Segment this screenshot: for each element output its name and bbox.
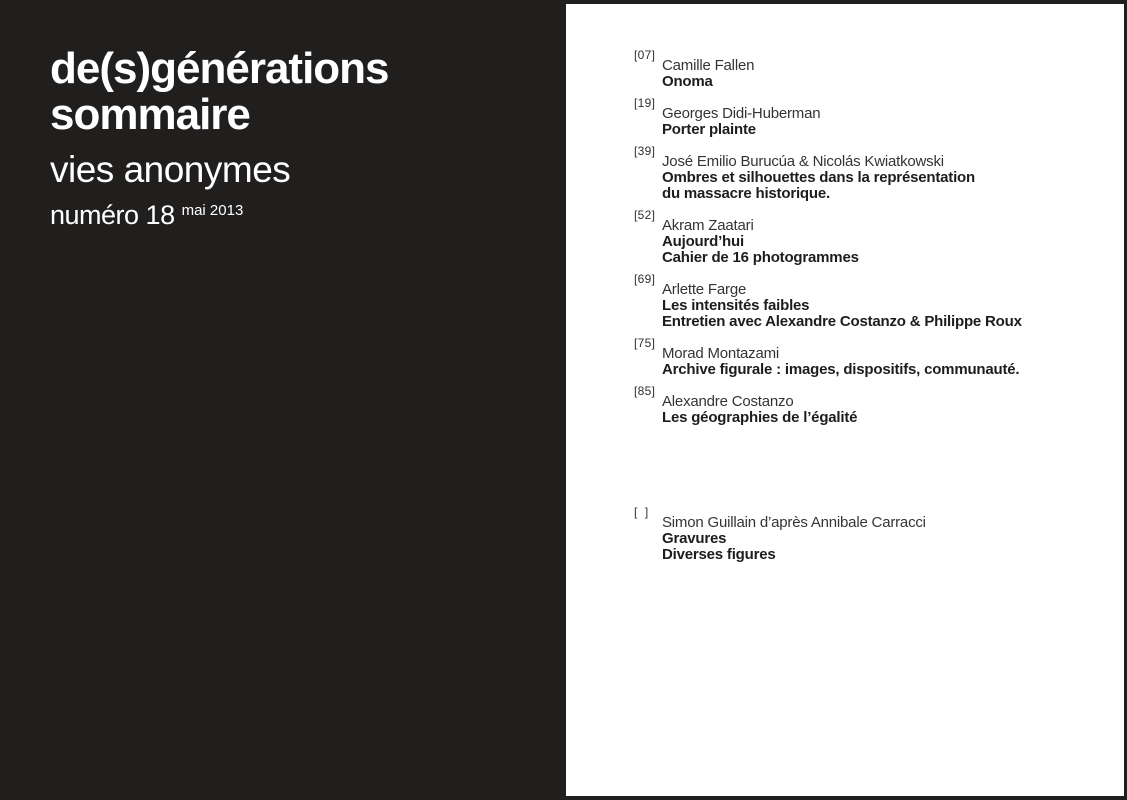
page-ref: [19]	[634, 96, 656, 110]
page-ref: [69]	[634, 272, 656, 286]
toc-entry	[634, 336, 1124, 378]
toc-entry	[634, 208, 1124, 266]
journal-title-line1: de(s)générations	[50, 44, 389, 93]
entry-author: Camille Fallen	[662, 57, 755, 74]
issue-date: mai 2013	[181, 202, 244, 219]
entry-text	[662, 336, 1019, 378]
entry-author: Morad Montazami	[662, 345, 780, 362]
page-ref: [85]	[634, 384, 656, 398]
issue-line	[50, 200, 566, 231]
entry-author: Arlette Farge	[662, 281, 747, 298]
entry-title-line: Entretien avec Alexandre Costanzo & Philippe Roux	[662, 313, 1022, 330]
toc-entry	[634, 48, 1124, 90]
entry-author: José Emilio Burucúa & Nicolás Kwiatkowski	[662, 153, 944, 170]
toc-entry	[634, 144, 1124, 202]
page-ref: [07]	[634, 48, 656, 62]
entry-title-line: Aujourd’hui	[662, 233, 744, 250]
entry-title-line: Ombres et silhouettes dans la représentation	[662, 169, 975, 186]
entry-title-line: Onoma	[662, 73, 713, 90]
page-ref: [ ]	[634, 505, 649, 519]
entry-title-line: Cahier de 16 photogrammes	[662, 249, 859, 266]
entry-text	[662, 96, 820, 138]
toc-page	[566, 4, 1124, 796]
entry-title-line: Porter plainte	[662, 121, 756, 138]
entry-title-line: Les géographies de l’égalité	[662, 409, 858, 426]
entry-title-line: Les intensités faibles	[662, 297, 810, 314]
issue-theme: vies anonymes	[50, 149, 291, 190]
journal-title	[50, 46, 566, 138]
issue-number: numéro 18	[50, 200, 175, 230]
entry-title-line: Diverses figures	[662, 546, 776, 563]
entry-author: Akram Zaatari	[662, 217, 754, 234]
entry-text	[662, 384, 857, 426]
toc-entry	[634, 272, 1124, 330]
entry-title-line: Gravures	[662, 530, 727, 547]
entry-title-line: du massacre historique.	[662, 185, 830, 202]
entry-author: Simon Guillain d’après Annibale Carracci	[662, 514, 926, 531]
entry-author: Alexandre Costanzo	[662, 393, 794, 410]
entry-text	[662, 48, 754, 90]
entry-text	[662, 505, 926, 563]
journal-title-line2: sommaire	[50, 90, 250, 139]
toc-list	[566, 4, 1124, 563]
entry-title-line: Archive figurale : images, dispositifs, communauté.	[662, 361, 1020, 378]
page-ref: [75]	[634, 336, 656, 350]
entry-text	[662, 144, 975, 202]
toc-entry	[634, 384, 1124, 426]
entry-author: Georges Didi-Huberman	[662, 105, 821, 122]
toc-entry	[634, 96, 1124, 138]
entry-text	[662, 272, 1022, 330]
entry-text	[662, 208, 859, 266]
page-ref: [52]	[634, 208, 656, 222]
page-ref: [39]	[634, 144, 656, 158]
toc-entry	[634, 505, 1124, 563]
